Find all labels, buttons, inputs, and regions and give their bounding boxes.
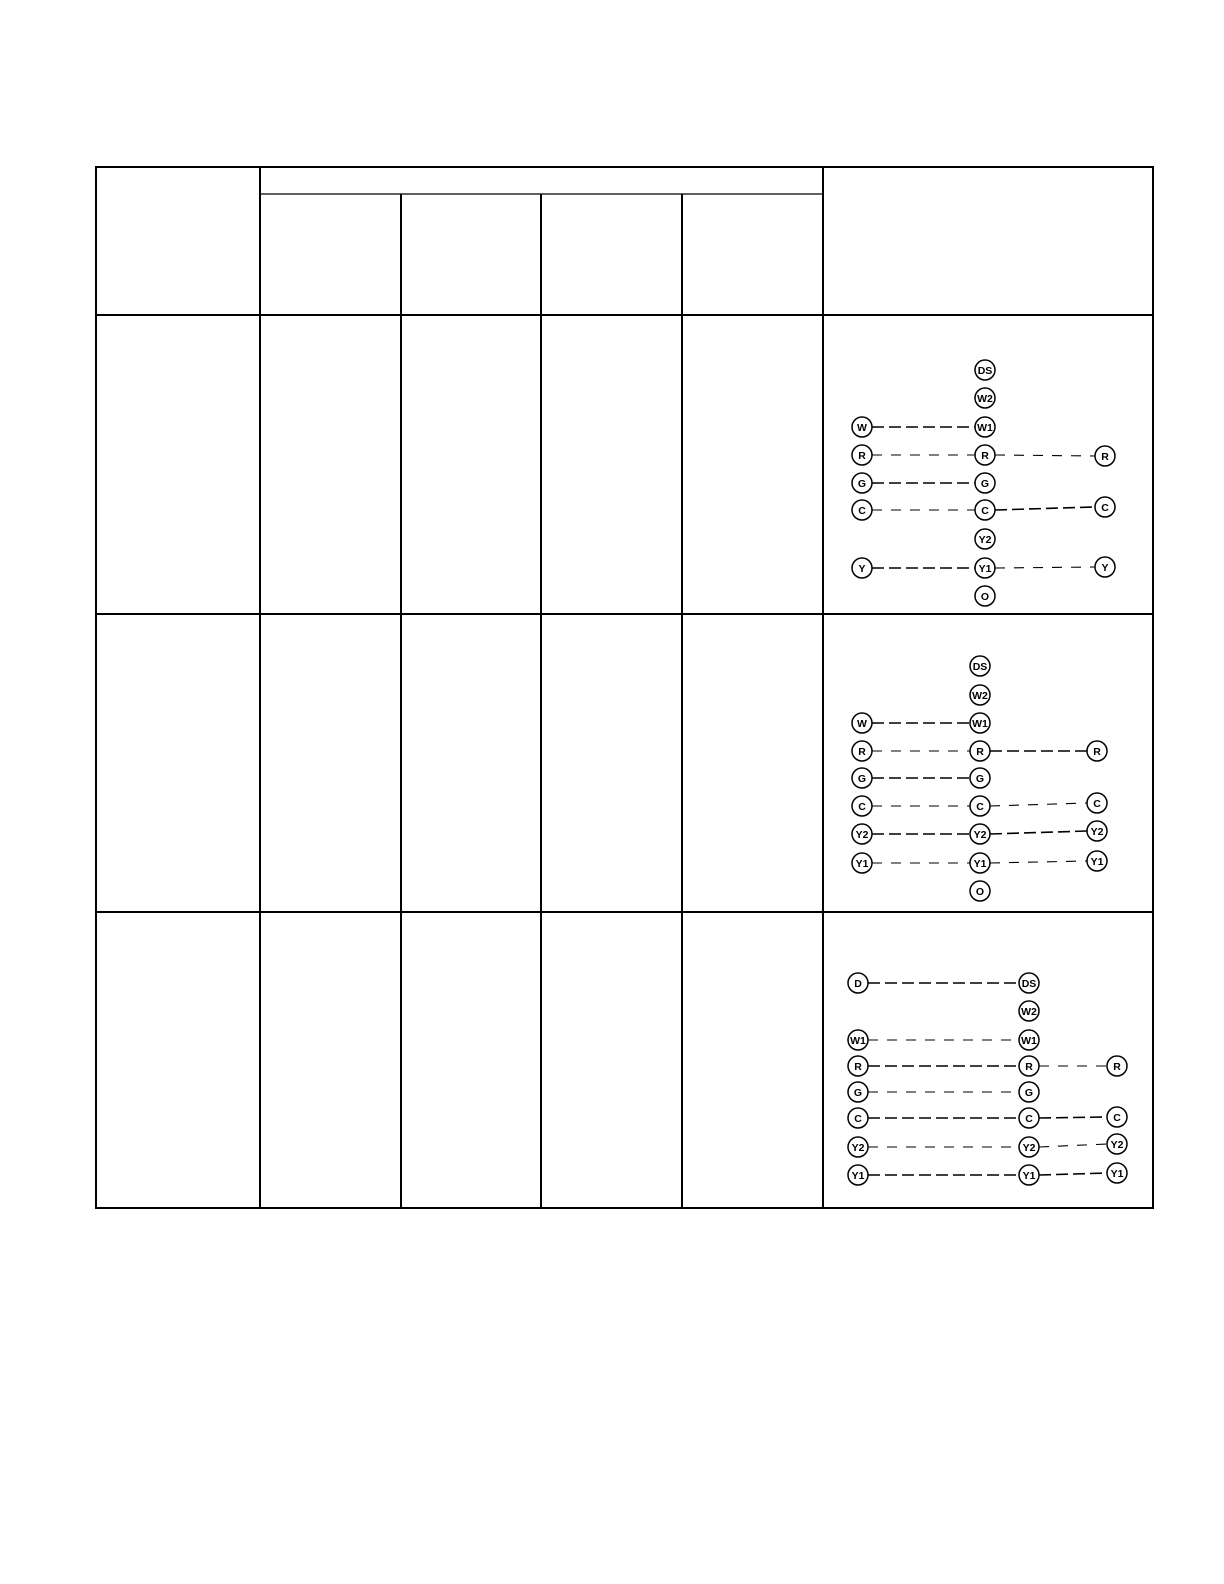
- terminal-label: W1: [850, 1035, 866, 1047]
- terminal-label: C: [854, 1113, 862, 1125]
- terminal-label: W2: [977, 393, 993, 405]
- terminal-label: G: [857, 773, 867, 785]
- left-terminal-y2: [852, 824, 872, 844]
- terminal-label: Y: [1101, 562, 1109, 574]
- terminal-label: Y1: [1110, 1168, 1124, 1180]
- right-terminal-c: [1087, 793, 1107, 813]
- right-terminal-c: [1095, 497, 1115, 517]
- center-terminal-y1: [975, 558, 995, 578]
- center-terminal-r: [970, 741, 990, 761]
- terminal-label: R: [981, 450, 989, 462]
- terminal-label: R: [1025, 1061, 1033, 1073]
- left-terminal-g: [852, 473, 872, 493]
- left-terminal-c: [852, 796, 872, 816]
- terminal-label: G: [857, 478, 867, 490]
- left-terminal-c: [848, 1108, 868, 1128]
- right-terminal-y: [1095, 557, 1115, 577]
- terminal-label: W1: [972, 718, 988, 730]
- right-terminal-y1: [1087, 851, 1107, 871]
- right-terminal-r: [1095, 446, 1115, 466]
- terminal-label: C: [1093, 798, 1101, 810]
- terminal-label: W2: [1021, 1006, 1037, 1018]
- left-terminal-w1: [848, 1030, 868, 1050]
- wire-center-r-to-right-r: [995, 455, 1095, 456]
- center-terminal-w1: [1019, 1030, 1039, 1050]
- center-terminal-y1: [1019, 1165, 1039, 1185]
- terminal-label: Y2: [1090, 826, 1104, 838]
- terminal-label: R: [858, 746, 866, 758]
- center-terminal-g: [970, 768, 990, 788]
- wires: [868, 983, 1107, 1175]
- center-terminal-o: [970, 881, 990, 901]
- center-terminal-o: [975, 586, 995, 606]
- left-terminal-r: [848, 1056, 868, 1076]
- center-terminal-y1: [970, 853, 990, 873]
- terminal-label: Y1: [973, 858, 987, 870]
- terminal-label: W1: [977, 422, 993, 434]
- terminal-label: G: [980, 478, 990, 490]
- center-terminal-ds: [970, 656, 990, 676]
- wire-center-y1-to-right-y1: [990, 861, 1087, 863]
- terminal-label: DS: [977, 365, 993, 377]
- left-terminal-c: [852, 500, 872, 520]
- terminal-label: Y2: [1110, 1139, 1124, 1151]
- center-terminal-w2: [970, 685, 990, 705]
- left-terminal-y: [852, 558, 872, 578]
- terminal-label: D: [854, 978, 862, 990]
- left-terminal-g: [852, 768, 872, 788]
- center-terminal-c: [1019, 1108, 1039, 1128]
- wire-center-y2-to-right-y2: [1039, 1144, 1107, 1147]
- wire-center-c-to-right-c: [1039, 1117, 1107, 1118]
- wire-center-y2-to-right-y2: [990, 831, 1087, 834]
- right-terminal-y1: [1107, 1163, 1127, 1183]
- terminal-label: DS: [1021, 978, 1037, 990]
- right-terminal-r: [1087, 741, 1107, 761]
- right-terminal-c: [1107, 1107, 1127, 1127]
- terminal-label: Y: [858, 563, 866, 575]
- terminal-label: Y2: [851, 1142, 865, 1154]
- left-terminal-y1: [848, 1165, 868, 1185]
- center-terminal-c: [970, 796, 990, 816]
- terminal-label: C: [1025, 1113, 1033, 1125]
- terminal-label: W: [857, 718, 867, 730]
- right-terminal-y2: [1107, 1134, 1127, 1154]
- terminal-label: R: [854, 1061, 862, 1073]
- terminal-label: C: [1113, 1112, 1121, 1124]
- center-terminal-ds: [975, 360, 995, 380]
- left-terminal-r: [852, 741, 872, 761]
- center-terminal-y2: [970, 824, 990, 844]
- wire-center-y1-to-right-y: [995, 567, 1095, 568]
- center-terminal-ds: [1019, 973, 1039, 993]
- terminal-label: R: [1101, 451, 1109, 463]
- table-grid: [96, 167, 1153, 1208]
- wire-center-c-to-right-c: [995, 507, 1095, 510]
- left-terminal-w: [852, 417, 872, 437]
- table-border: [96, 167, 1153, 1208]
- center-terminal-w1: [975, 417, 995, 437]
- terminal-label: R: [858, 450, 866, 462]
- terminal-label: O: [980, 591, 990, 603]
- terminal-label: Y2: [855, 829, 869, 841]
- center-terminal-y2: [975, 529, 995, 549]
- left-terminal-y1: [852, 853, 872, 873]
- terminal-label: Y2: [1022, 1142, 1036, 1154]
- terminal-label: W1: [1021, 1035, 1037, 1047]
- wire-center-y1-to-right-y1: [1039, 1173, 1107, 1175]
- center-terminal-w1: [970, 713, 990, 733]
- center-terminal-g: [975, 473, 995, 493]
- center-terminal-c: [975, 500, 995, 520]
- terminal-label: Y2: [973, 829, 987, 841]
- terminal-label: R: [1113, 1061, 1121, 1073]
- left-terminal-y2: [848, 1137, 868, 1157]
- terminal-label: C: [981, 505, 989, 517]
- center-terminal-r: [975, 445, 995, 465]
- terminal-label: G: [975, 773, 985, 785]
- left-terminal-d: [848, 973, 868, 993]
- right-terminal-r: [1107, 1056, 1127, 1076]
- left-terminal-g: [848, 1082, 868, 1102]
- terminal-label: R: [976, 746, 984, 758]
- terminal-label: O: [975, 886, 985, 898]
- terminal-label: Y1: [855, 858, 869, 870]
- center-terminal-r: [1019, 1056, 1039, 1076]
- wire-center-c-to-right-c: [990, 803, 1087, 806]
- terminal-label: C: [1101, 502, 1109, 514]
- terminal-label: G: [1024, 1087, 1034, 1099]
- center-terminal-w2: [1019, 1001, 1039, 1021]
- terminal-label: G: [853, 1087, 863, 1099]
- left-terminal-w: [852, 713, 872, 733]
- wiring-diagram-row-1: [852, 360, 1115, 606]
- terminal-label: W2: [972, 690, 988, 702]
- terminal-label: Y2: [978, 534, 992, 546]
- terminal-label: C: [858, 505, 866, 517]
- center-terminal-g: [1019, 1082, 1039, 1102]
- left-terminal-r: [852, 445, 872, 465]
- terminal-label: W: [857, 422, 867, 434]
- terminal-label: C: [976, 801, 984, 813]
- right-terminal-y2: [1087, 821, 1107, 841]
- wiring-diagram-row-3: [848, 973, 1127, 1185]
- terminal-label: R: [1093, 746, 1101, 758]
- terminal-label: Y1: [851, 1170, 865, 1182]
- wiring-diagram-row-2: [852, 656, 1107, 901]
- terminal-label: DS: [972, 661, 988, 673]
- terminal-label: C: [858, 801, 866, 813]
- center-terminal-w2: [975, 388, 995, 408]
- terminal-label: Y1: [1090, 856, 1104, 868]
- terminal-label: Y1: [1022, 1170, 1036, 1182]
- center-terminal-y2: [1019, 1137, 1039, 1157]
- terminal-label: Y1: [978, 563, 992, 575]
